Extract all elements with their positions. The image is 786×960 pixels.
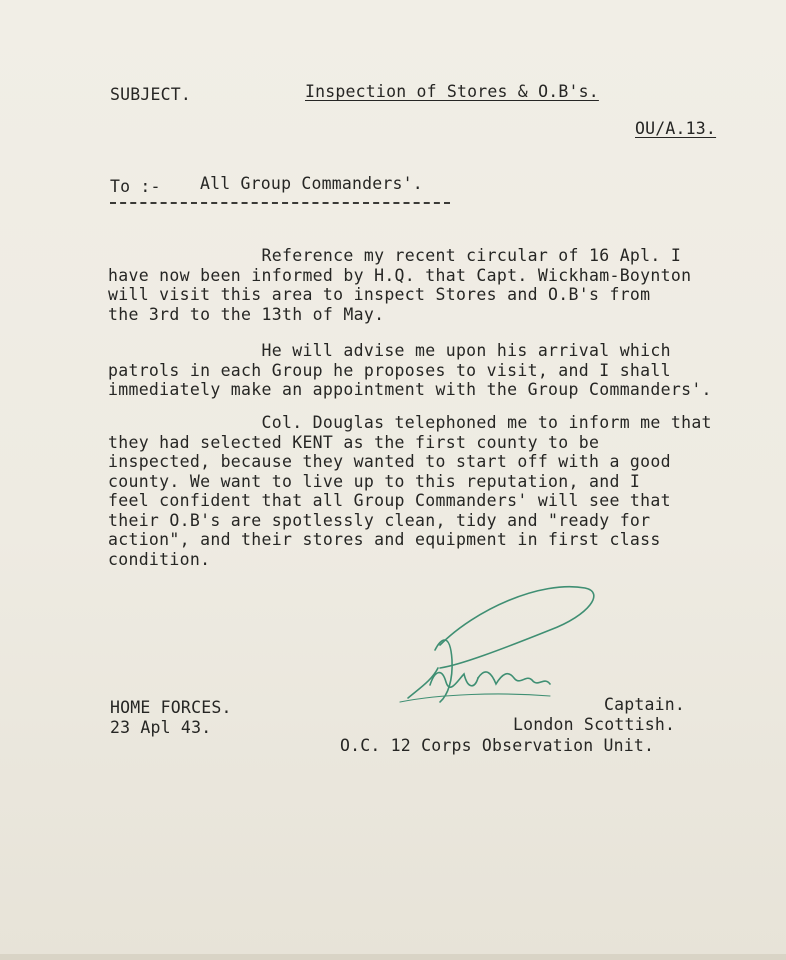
paragraph-3	[108, 413, 712, 569]
body-line: their O.B's are spotlessly clean, tidy and "ready for	[108, 510, 651, 530]
paragraph-2	[108, 341, 712, 400]
body-line: He will advise me upon his arrival which	[108, 341, 671, 360]
subject-text: Inspection of Stores & O.B's.	[305, 82, 599, 101]
body-line: action", and their stores and equipment in first class	[108, 530, 661, 549]
body-line: county. We want to live up to this reputation, and I	[108, 471, 641, 491]
body-line: Reference my recent circular of 16 Apl. I	[108, 246, 682, 265]
body-line: they had selected KENT as the first county to be	[108, 432, 600, 452]
recipients: All Group Commanders'.	[200, 174, 423, 193]
handwritten-signature	[380, 570, 620, 720]
body-line: Col. Douglas telephoned me to inform me that	[108, 413, 712, 432]
body-line: inspected, because they wanted to start off with a good	[108, 452, 671, 471]
body-line: condition.	[108, 549, 211, 569]
paragraph-1	[108, 246, 691, 324]
subject-label: SUBJECT.	[110, 85, 192, 104]
body-line: immediately make an appointment with the Group Commanders'.	[108, 380, 712, 399]
body-line: the 3rd to the 13th of May.	[108, 304, 385, 324]
separator-line	[110, 202, 450, 204]
to-label: To :-	[110, 177, 161, 196]
reference-number: OU/A.13.	[635, 119, 717, 138]
body-line: feel confident that all Group Commanders' will see that	[108, 491, 671, 510]
body-line: patrols in each Group he proposes to visit, and I shall	[108, 360, 671, 380]
signatory-regiment: London Scottish.	[513, 715, 676, 734]
body-line: have now been informed by H.Q. that Capt. Wickham-Boynton	[108, 265, 692, 285]
origin-line: HOME FORCES.	[110, 698, 232, 717]
date-line: 23 Apl 43.	[110, 718, 212, 737]
signatory-unit: O.C. 12 Corps Observation Unit.	[340, 736, 655, 755]
body-line: will visit this area to inspect Stores and O.B's from	[108, 285, 651, 304]
signatory-rank: Captain.	[604, 695, 686, 714]
